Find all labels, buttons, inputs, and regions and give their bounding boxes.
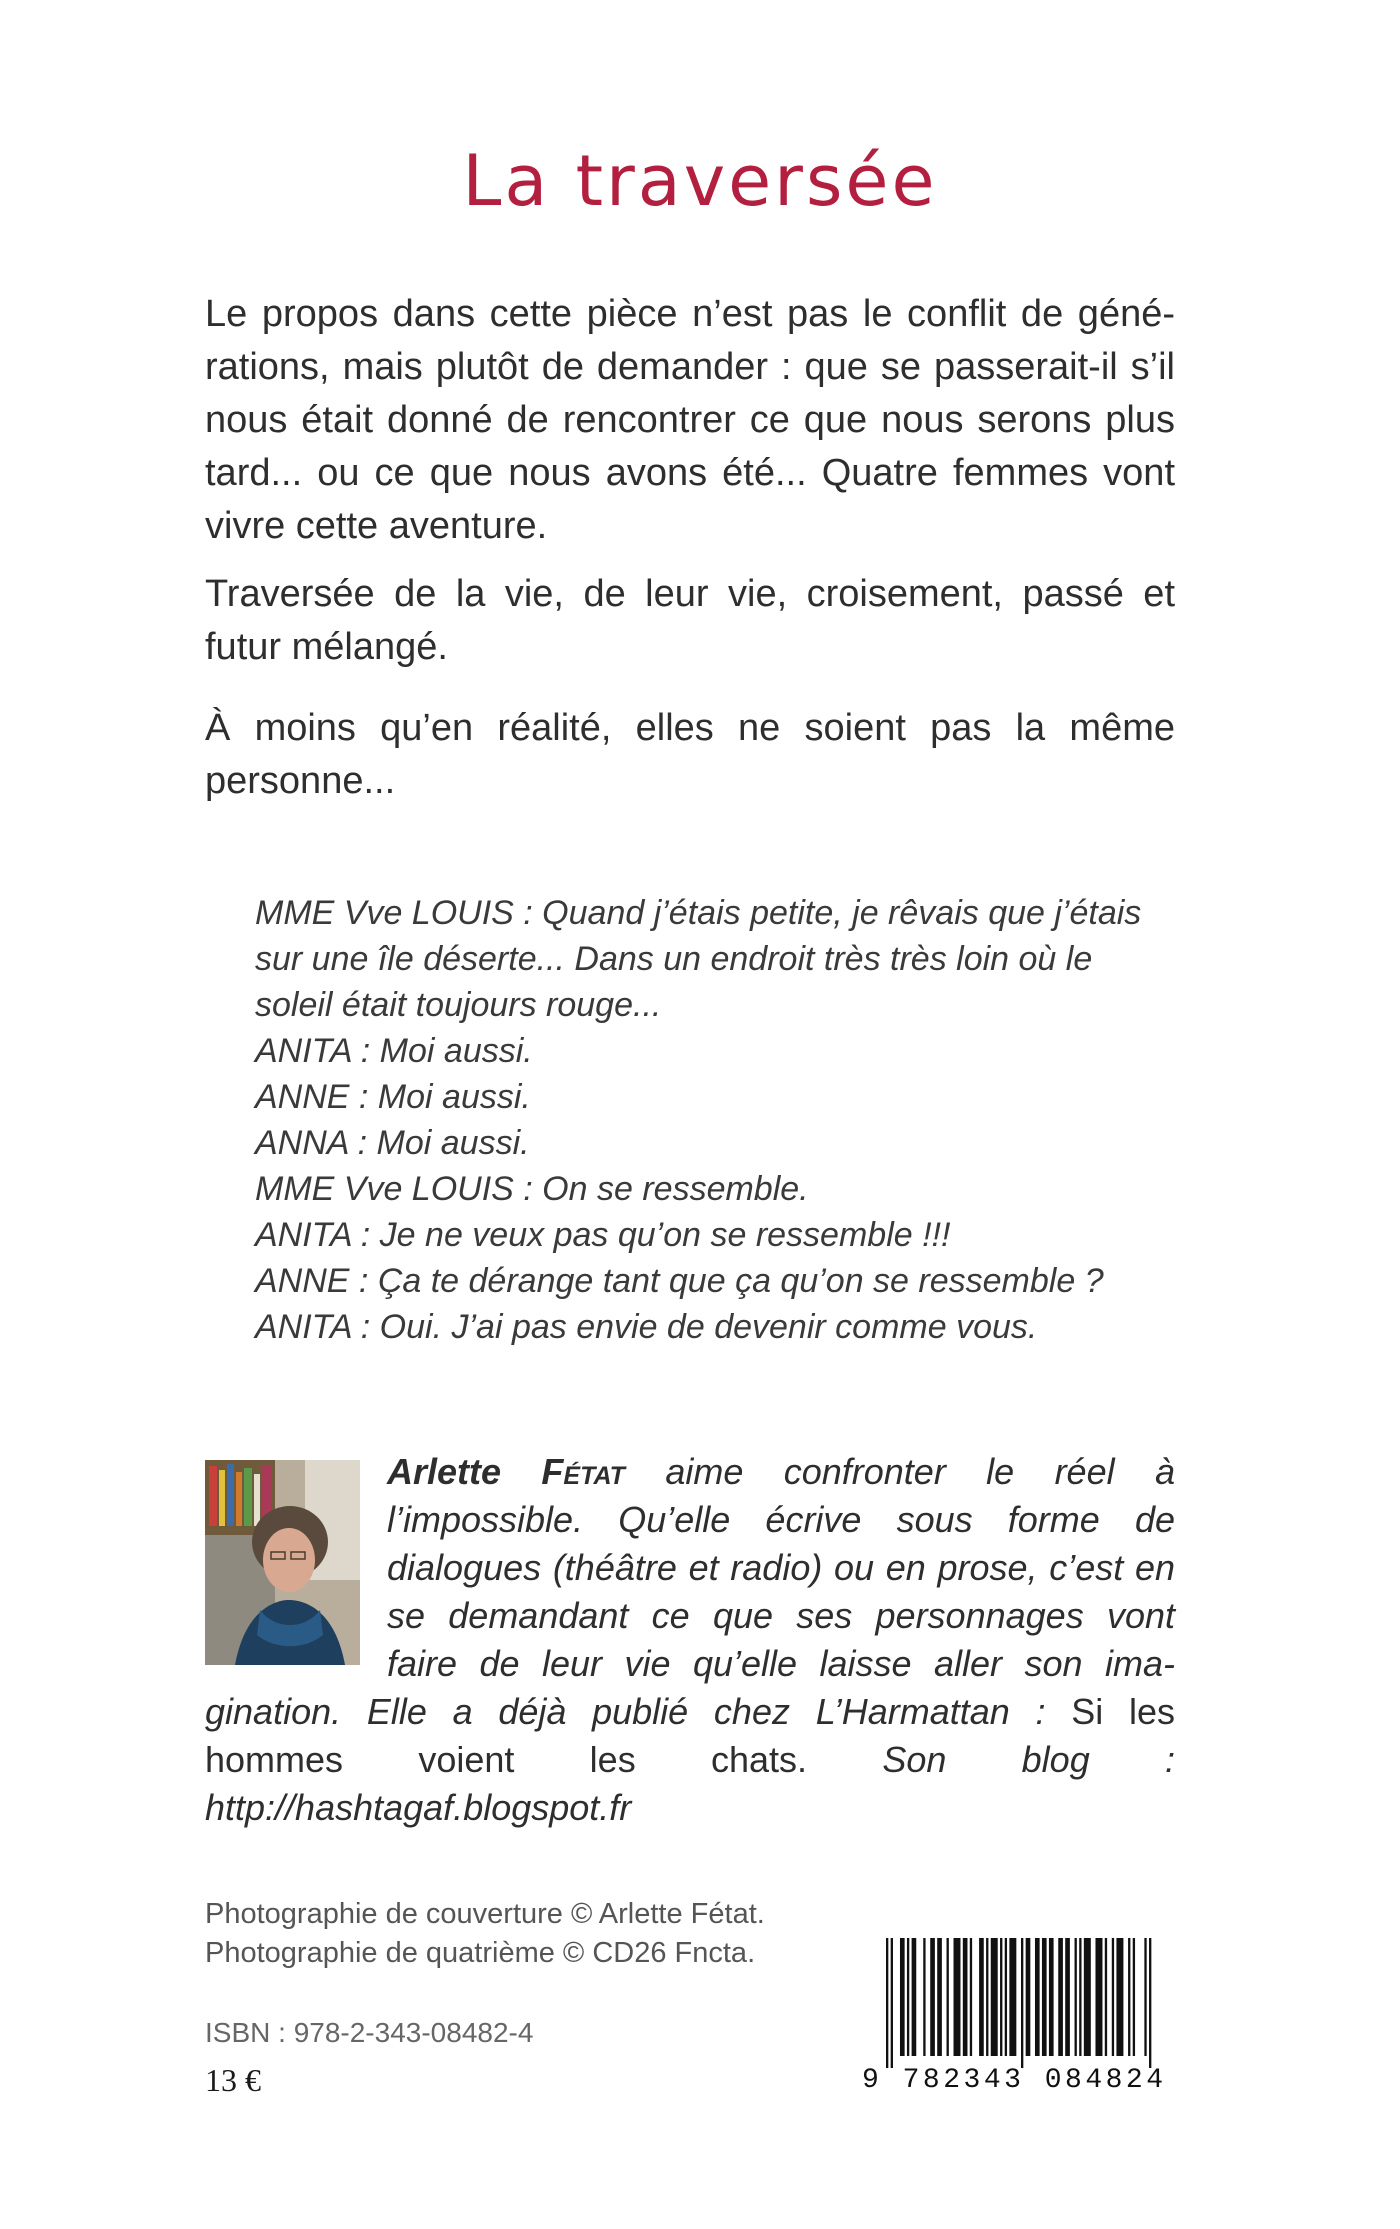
bio-book-title: Si les hommes voient les chats. (205, 1691, 1176, 1780)
barcode-bar (1133, 1938, 1135, 2056)
barcode-bar (1084, 1938, 1091, 2056)
barcode-bar (1042, 1938, 1047, 2056)
dialogue-line: MME Vve LOUIS : Quand j’étais petite, je rêvais que j’étais sur une île déserte... Dans un endroit très très loin où le soleil était toujours rouge... (255, 894, 1142, 1024)
barcode-bar (970, 1938, 972, 2056)
dialogue-line: ANITA : Moi aussi. (255, 1032, 533, 1070)
barcode-bar (930, 1938, 935, 2056)
barcode-digits: 9 782343 084824 (862, 2065, 1167, 2096)
barcode-bar (1065, 1938, 1070, 2056)
barcode-bar (1112, 1938, 1114, 2056)
dialogue-line: ANNA : Moi aussi. (255, 1124, 530, 1162)
barcode-bar (979, 1938, 984, 2056)
author-first-name: Arlette (387, 1451, 502, 1492)
bio-text-1: aime confronter le réel à l’impossible. Qu’elle écrive sous forme de dialogues (théâtre et radio) ou en prose, c’est en se demandant ce que ses personnages vont faire de leur vie qu’elle laisse aller son imagination. Elle a déjà publié chez L’Harmattan : (205, 1451, 1175, 1732)
barcode-bar (963, 1938, 968, 2056)
barcode-bar (947, 1938, 949, 2056)
barcode-bar (1049, 1938, 1054, 2056)
barcode-bar (1128, 1938, 1130, 2056)
author-bio (205, 1448, 1175, 1832)
barcode-bar (923, 1938, 925, 2056)
book-title: La traversée (462, 140, 938, 222)
credit-line: Photographie de quatrième © CD26 Fncta. (205, 1937, 756, 1969)
dialogue-line: MME Vve LOUIS : On se ressemble. (255, 1170, 809, 1208)
summary-paragraph-3: À moins qu’en réalité, elles ne soient pas la même personne... (205, 707, 1175, 802)
dialogue-line: ANNE : Ça te dérange tant que ça qu’on se ressemble ? (255, 1262, 1104, 1300)
barcode-bar (986, 1938, 988, 2056)
barcode-bar (1005, 1938, 1007, 2056)
barcode-bar (1009, 1938, 1016, 2056)
barcode-bars (886, 1938, 1156, 2068)
author-last-name: Fétat (541, 1451, 625, 1492)
dialogue-line: ANITA : Oui. J’ai pas envie de devenir comme vous. (255, 1308, 1038, 1346)
barcode-bar (891, 1938, 893, 2068)
barcode-bar (900, 1938, 905, 2056)
photo-credits (205, 1895, 845, 1973)
bio-text-2: Son blog : http://hashtagaf.blogspot.fr (205, 1739, 1175, 1828)
barcode-bar (1144, 1938, 1146, 2056)
credit-line: Photographie de couverture © Arlette Fétat. (205, 1898, 765, 1930)
barcode-bar (1058, 1938, 1063, 2056)
barcode-bar (954, 1938, 961, 2056)
barcode-bar (1075, 1938, 1077, 2056)
barcode-bar (1095, 1938, 1102, 2056)
barcode-bar (1116, 1938, 1123, 2056)
barcode-bar (1026, 1938, 1031, 2056)
barcode-bar (1149, 1938, 1151, 2068)
barcode-bar (937, 1938, 942, 2056)
price: 13 € (205, 2062, 261, 2098)
summary-paragraph-2: Traversée de la vie, de leur vie, croisement, passé et futur mélangé. (205, 573, 1175, 668)
summary-paragraph-1: Le propos dans cette pièce n’est pas le conflit de générations, mais plutôt de demander : que se passerait-il s’il nous était donné de rencontrer ce que nous serons plus tard... ou ce que nous avons été... Quatre femmes vont vivre cette aventure. (205, 293, 1175, 547)
barcode-bar (991, 1938, 998, 2056)
dialogue-line: ANNE : Moi aussi. (255, 1078, 531, 1116)
barcode-bar (1079, 1938, 1081, 2056)
barcode-bar (886, 1938, 888, 2068)
barcode-bar (1035, 1938, 1040, 2056)
barcode-bar (1021, 1938, 1023, 2068)
dialogue-line: ANITA : Je ne veux pas qu’on se ressemble !!! (255, 1216, 951, 1254)
dialogue-excerpt (255, 890, 1175, 1350)
barcode-bar (1000, 1938, 1002, 2056)
isbn: ISBN : 978-2-343-08482-4 (205, 2017, 534, 2048)
barcode-bar (907, 1938, 909, 2056)
barcode-bar (912, 1938, 917, 2056)
barcode-bar (1105, 1938, 1107, 2056)
photo-spacer (205, 1448, 387, 1688)
